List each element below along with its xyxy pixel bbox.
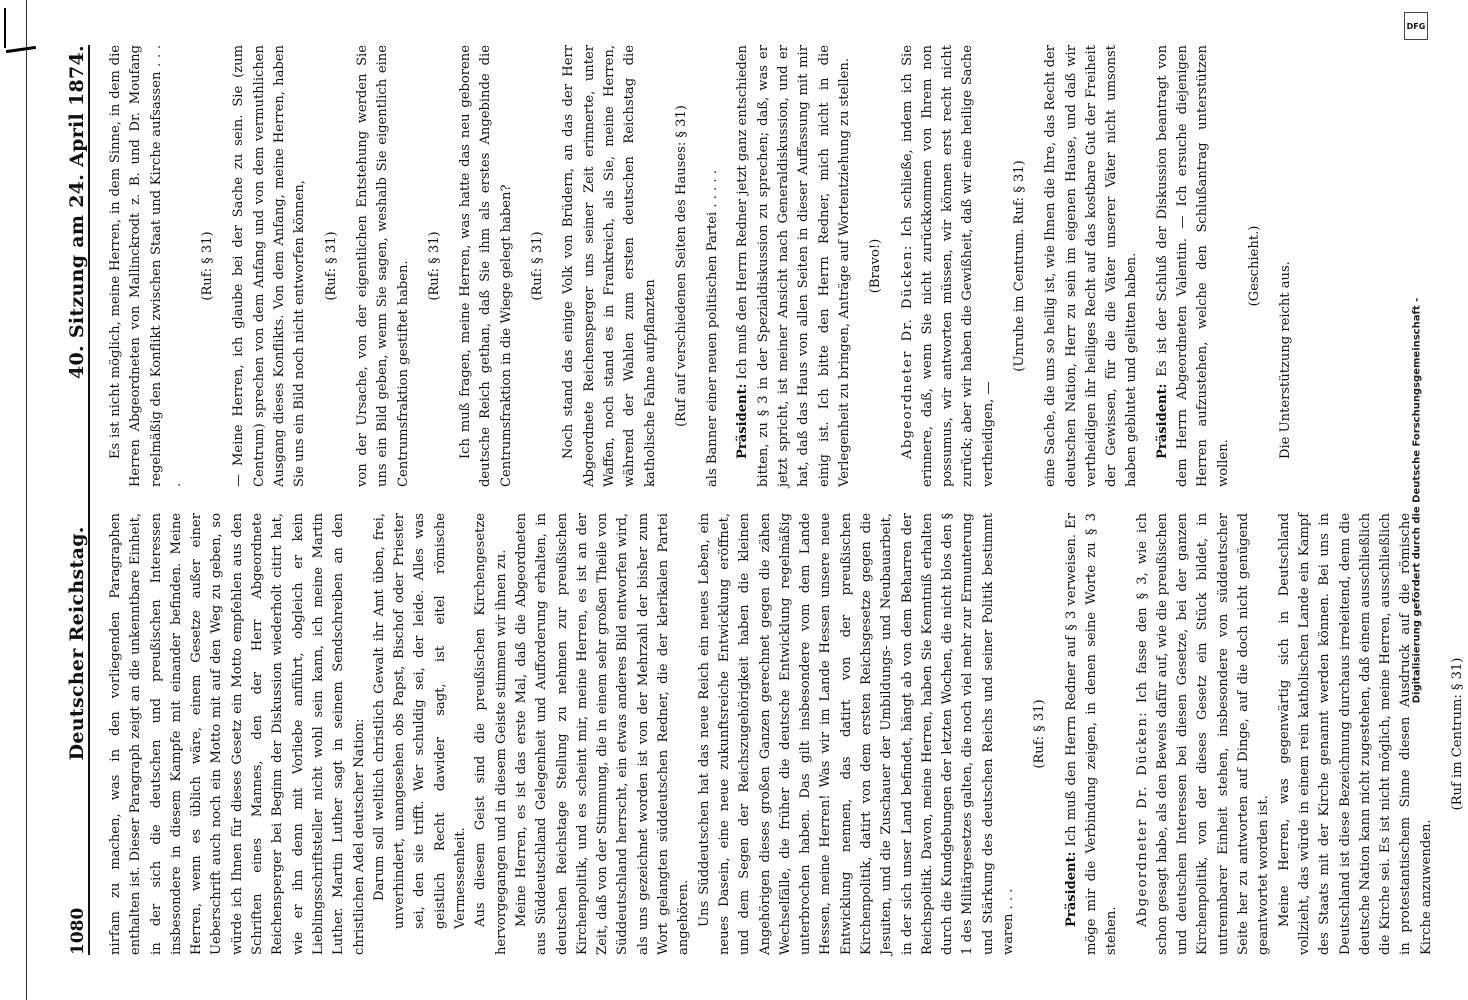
credit-text: Digitalisierung gefördert durch die Deutsche Forschungsgemeinschaft - <box>1411 297 1423 703</box>
speaker-label: Präsident: <box>735 383 751 459</box>
paragraph: Meine Herren, es ist das erste Mal, daß die Abgeordneten aus Süddeutschland Gelegenheit und Aufforderung erhalten, in deutschen Reichstage Stellung zu nehmen zur preußischen Kirchenpolitik, und es scheint mir, meine Herren, es ist an der Zeit, daß von der Stimmung, die in einem sehr großen Theile von Süddeutschland herrscht, ein etwas anderes Bild entworfen wird, als uns gezeichnet worden ist von der Mehrzahl der bisher zum Wort gelangten süddeutschen Redner, die der klerikalen Partei angehören. <box>513 513 692 955</box>
paragraph: — Meine Herren, ich glaube bei der Sache zu sein. Sie (zum Centrum) sprechen von dem Anfang und von dem vermuthlichen Ausgang dieses Konflikts. Von dem Anfang, meine Herren, haben Sie uns ein Bild noch nicht entworfen können, <box>231 45 308 487</box>
paragraph: Meine Herren, was gegenwärtig sich in Deutschland vollzieht, das würde in einem rein katholischen Lande ein Kampf des Staats mit der Kirche genannt werden können. Bei uns in Deutschland ist diese Bezeichnung durchaus irreleitend, denn die deutsche Nation kann nicht zugestehen, daß einem ausschließlich die Kirche sei. Es ist nicht möglich, meine Herren, ausschließlich in protestantischem Sinne diesen Ausdruck auf die römische Kirche anzuwenden. <box>1276 513 1434 955</box>
page-number: 1080 <box>68 907 88 955</box>
speech: Ich muß den Herrn Redner auf § 3 verweisen. Er möge mir die Verbindung zeigen, in denen seine Worte zu § 3 stehen. <box>1063 513 1120 955</box>
journal-title: Deutscher Reichstag. <box>66 526 88 761</box>
interjection: (Bravo!) <box>868 238 884 294</box>
interjection: (Ruf: § 31) <box>1032 699 1048 769</box>
paragraph: Die Unterstützung reicht aus. <box>1278 261 1294 459</box>
paragraph: Noch stand das einige Volk von Brüdern, an das der Herr Abgeordnete Reichensperger uns seiner Zeit erinnerte, unter Waffen, noch stand es in Frankreich, als Sie, meine Herren, während der Wahlen zum ersten deutschen Reichstag die katholische Fahne aufpflanzten <box>561 45 658 487</box>
speaker-label: Abgeordneter Dr. Dücken: <box>899 244 915 459</box>
speaker-label: Präsident: <box>1063 851 1079 927</box>
paragraph: als Banner einer neuen politischen Partei . . . . . <box>705 170 721 487</box>
interjection: (Unruhe im Centrum. Ruf: § 31) <box>1011 160 1027 372</box>
paragraph: Uns Süddeutschen hat das neue Reich ein neues Leben, ein neues Dasein, eine neue zukunftsreiche Entwicklung eröffnet, und dem Segen der Reichszugehörigkeit haben die kleinen Angehörigen dieses großen Ganzen gerechnet gegen die zähen Wechselfälle, die früher die deutsche Entwicklung regelmäßig unterbrochen haben. Das gilt insbesondere vom dem Lande Hessen, meine Herren! Was wir im Lande Hessen unsere neue Entwicklung nennen, das datirt von der preußischen Kirchenpolitik, datirt von dem ersten Reichsgesetze gegen die Jesuiten, und die Zuschauer der Umbildungs- und Neubauarbeit, in der sich unser Land befindet, hängt ab von dem Beharren der Reichspolitik. Davon, meine Herren, haben Sie Kenntniß erhalten durch die Kundgebungen der letzten Wochen, die nicht blos den § 1 des Militärgesetzes galten, die noch viel mehr zur Ermunterung und Stärkung des deutschen Reichs und seiner Politik bestimmt waren . . . <box>696 513 1017 955</box>
page-header <box>48 45 90 955</box>
interjection: (Ruf auf verschiedenen Seiten des Hauses: § 31) <box>673 105 689 427</box>
paragraph: eine Sache, die uns so heilig ist, wie Ihnen die Ihre, das Recht der deutschen Nation, Herr zu sein im eigenen Hause, und daß wir vertheidigen ihr heiliges Recht auf das kostbare Gut der Freiheit der Gewissen, für die die Väter unserer Väter nicht umsonst haben geblutet und gelitten haben. <box>1043 45 1140 487</box>
speech: Ich muß den Herrn Redner jetzt ganz entschieden bitten, zu § 3 in der Spezialdiskussion zu sprechen; daß, was er jetzt spricht, ist meiner Ansicht nach Generaldiskussion, und er hat, daß das Haus von allen Seiten in dieser Auffassung mit mir einig ist. Ich bitte den Herrn Redner, mich nicht in die Verlegenheit zu bringen, Anträge auf Wortentziehung zu stellen. <box>735 45 852 487</box>
interjection: (Ruf: § 31) <box>323 231 339 301</box>
speech: Ich schließe, indem ich Sie erinnere, daß, wenn Sie nicht zurückkommen von Ihrem non possumus, wir antworten müssen, wir können erst recht nicht zurück; aber wir haben die Gewißheit, daß wir eine heilige Sache vertheidigen, — <box>899 45 996 487</box>
right-column <box>106 45 1400 487</box>
paragraph: nirfam zu machen, was in den vorliegenden Paragraphen enthalten ist. Dieser Paragraph zeigt an die unkenntbare Einheit, in der sich die deutschen und preußischen Interessen insbesondere in diesem Kampfe mit einander befinden. Meine Herren, wenn es üblich wäre, einem Gesetze außer einer Ueberschrift auch noch ein Motto mit auf den Weg zu geben, so würde ich Ihnen für dieses Gesetz ein Motto empfehlen aus den Schriften eines Mannes, den der Herr Abgeordnete Reichensperger bei Beginn der Diskussion wiederholt citirt hat, wie er ihn denn mit Vorliebe anführt, obgleich er kein Lieblingsschriftsteller nicht wohl sein kann, ich meine Martin Luther. Martin Luther sagt in seinem Sendschreiben an den christlichen Adel deutscher Nation: <box>108 513 367 955</box>
paragraph: Es ist nicht möglich, meine Herren, in dem Sinne, in dem die Herren Abgeordneten von Mallinckrodt z. B. und Dr. Moufang regelmäßig den Konflikt zwischen Staat und Kirche aufsassen . . . . <box>108 45 184 487</box>
paragraph: Aus diesem Geist sind die preußischen Kirchengesetze hervorgegangen und in diesem Geiste stimmen wir ihnen zu. <box>473 513 509 955</box>
speaker-label: Abgeordneter Dr. Dücken: <box>1134 711 1150 927</box>
dfg-logo: DFG <box>1404 12 1428 40</box>
interjection: (Geschieht.) <box>1246 225 1262 307</box>
interjection: (Ruf: § 31) <box>426 231 442 301</box>
paragraph: von der Ursache, von der eigentlichen Entstehung werden Sie uns ein Bild geben, wenn Sie sagen, weshalb Sie eigentlich eine Centrumsfraktion gestiftet haben. <box>354 45 411 487</box>
scan-artifact <box>4 8 10 48</box>
session-title: 40. Sitzung am 24. April 1874. <box>66 45 88 380</box>
left-column <box>106 512 1465 955</box>
speech: Ich fasse den § 3, wie ich schon gesagt habe, als den Beweis dafür auf, wie die preußischen und deutschen Interessen bei diesen Gesetze, bei der ganzen Kirchenpolitik, von der dieses Gesetz ein Stück bildet, in untrennbarer Einheit stehen, insbesondere von süddeutscher Seite her zu antworten auf Dinge, auf die doch nicht genügend geantwortet worden ist. <box>1134 512 1272 955</box>
speaker-label: Präsident: <box>1154 383 1170 459</box>
digitization-credit <box>1410 0 1424 1000</box>
speech: Es ist der Schluß der Diskussion beantragt von dem Herrn Abgeordneten Valentin. — Ich ersuche diejenigen Herren aufzustehen, welche den Schlußantrag unterstützen wollen. <box>1154 45 1231 487</box>
paragraph: Ich muß fragen, meine Herren, was hatte das neu geborene deutsche Reich gethan, daß Sie ihm als erstes Angebinde die Centrumsfraktion in die Wiege gelegt haben? <box>458 45 514 487</box>
interjection: (Ruf im Centrum: § 31) <box>1450 657 1465 811</box>
quote-verse: Darum soll weltlich christlich Gewalt ihr Amt üben, frei, unverhindert, unangesehen obs Papst, Bischof oder Priester sei, den sie trifft. Wer schuldig sei, der leide. Alles was geistlich Recht dawider sagt, ist eitel römische Vermessenheit. <box>371 513 469 929</box>
interjection: (Ruf: § 31) <box>200 231 216 301</box>
interjection: (Ruf: § 31) <box>530 231 546 301</box>
